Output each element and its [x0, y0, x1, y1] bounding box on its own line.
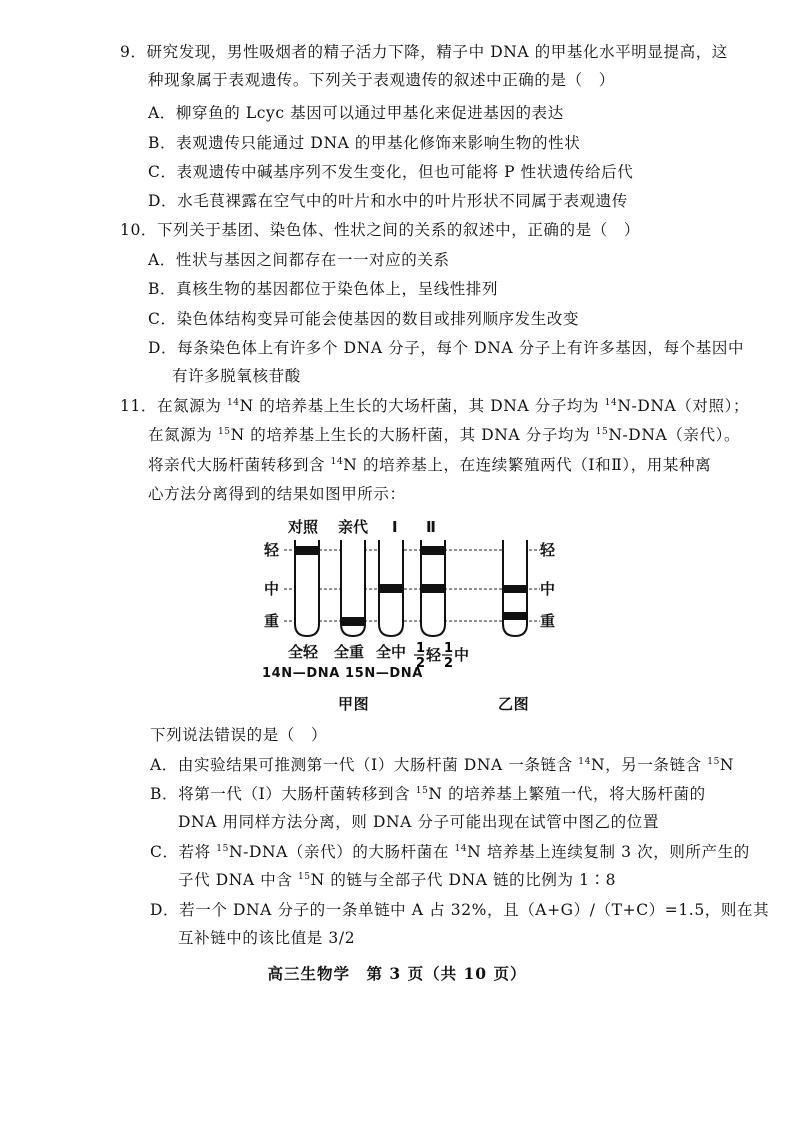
q10-option-d-line2: 有许多脱氧核苷酸	[172, 367, 301, 385]
text-run: N 的培养基上繁殖一代，将大肠杆菌的	[428, 785, 706, 803]
dna-type-labels	[262, 664, 423, 684]
caption-figure-jia: 甲图	[338, 695, 370, 713]
q11-option-b-line1	[150, 784, 706, 804]
dna-band-light	[296, 546, 318, 555]
tube-label-gen2: Ⅱ	[426, 518, 436, 536]
tube-label-parent: 亲代	[338, 518, 369, 536]
text-run: N，另一条链含	[590, 756, 708, 774]
result-all-light: 全轻	[288, 643, 319, 661]
text-run: N 的培养基上生长的大场杆菌，其 DNA 分子均为	[239, 397, 605, 415]
isotope-sup: 15	[415, 786, 429, 796]
dna-band-heavy	[342, 617, 364, 626]
dna-label-15n: 15N—DNA	[345, 666, 423, 681]
text-run: N 的培养基上生长的大肠杆菌，其 DNA 分子均为	[230, 426, 596, 444]
text-run: A．由实验结果可推测第一代（Ⅰ）大肠杆菌 DNA 一条链含	[150, 756, 579, 774]
dna-band-light	[422, 546, 444, 555]
q11-option-a	[150, 755, 734, 775]
tube-label-gen1: Ⅰ	[392, 518, 398, 536]
result-all-mid: 全中	[376, 643, 407, 661]
dna-band-mid	[380, 584, 402, 593]
text-run: N 的链与全部子代 DNA 链的比例为 1∶8	[310, 871, 617, 889]
text-run: B．将第一代（Ⅰ）大肠杆菌转移到含	[150, 785, 416, 803]
isotope-sup: 15	[595, 427, 609, 437]
text-run: 11．在氮源为	[120, 397, 227, 415]
level-label-light-right: 轻	[540, 541, 556, 559]
dna-band-yi-lower	[504, 612, 526, 620]
q11-option-d-line2: 互补链中的该比值是 3/2	[178, 929, 356, 947]
isotope-sup: 15	[707, 757, 720, 767]
q10-option-a: A．性状与基因之间都存在一一对应的关系	[148, 251, 450, 269]
isotope-sup: 15	[216, 844, 229, 854]
isotope-sup: 14	[454, 844, 468, 854]
q10-stem: 10．下列关于基团、染色体、性状之间的关系的叙述中，正确的是（ ）	[120, 221, 641, 239]
q11-question: 下列说法错误的是（ ）	[150, 726, 328, 744]
text-run: N 的培养基上，在连续繁殖两代（Ⅰ和Ⅱ），用某种离	[343, 456, 712, 474]
result-all-heavy: 全重	[334, 643, 365, 661]
q9-option-a: A．柳穿鱼的 Lcyc 基因可以通过甲基化来促进基因的表达	[148, 104, 564, 122]
q10-option-b: B．真核生物的基因都位于染色体上，呈线性排列	[148, 280, 499, 298]
level-label-mid-right: 中	[540, 580, 556, 598]
tube-label-control: 对照	[288, 518, 319, 536]
q9-option-b: B．表观遗传只能通过 DNA 的甲基化修饰来影响生物的性状	[148, 134, 581, 152]
caption-figure-yi: 乙图	[498, 695, 530, 713]
q9-option-c: C．表观遗传中碱基序列不发生变化，但也可能将 P 性状遗传给后代	[148, 163, 634, 181]
isotope-sup: 14	[226, 398, 240, 408]
q10-option-c: C．染色体结构变异可能会使基因的数目或排列顺序发生改变	[148, 310, 580, 328]
level-label-heavy-left: 重	[264, 612, 280, 630]
q11-option-d-line1: D．若一个 DNA 分子的一条单链中 A 占 32%，且（A+G）/（T+C）=1.5，则在其	[150, 901, 770, 919]
text-run: 将亲代大肠杆菌转移到含	[148, 456, 331, 474]
q9-option-d: D．水毛茛裸露在空气中的叶片和水中的叶片形状不同属于表观遗传	[148, 192, 628, 210]
half-light-label: 轻	[426, 646, 442, 664]
dna-label-14n: 14N—DNA	[262, 666, 340, 681]
fraction-denominator: 2	[416, 656, 426, 671]
text-run: 在氮源为	[148, 426, 218, 444]
q11-option-b-line2: DNA 用同样方法分离，则 DNA 分子可能出现在试管中图乙的位置	[178, 813, 659, 831]
q10-option-d-line1: D．每条染色体上有许多个 DNA 分子，每个 DNA 分子上有许多基因，每个基因中	[148, 339, 745, 357]
level-label-heavy-right: 重	[540, 612, 556, 630]
text-run: N-DNA（对照）；	[617, 397, 750, 415]
fraction-denominator: 2	[444, 656, 454, 671]
isotope-sup: 14	[604, 398, 618, 408]
isotope-sup: 15	[297, 872, 311, 882]
fraction-numerator: 1	[416, 641, 426, 656]
q11-option-c-line1	[150, 842, 750, 862]
level-label-light-left: 轻	[264, 541, 280, 559]
isotope-sup: 14	[330, 457, 344, 467]
text-run: N-DNA（亲代）。	[608, 426, 741, 444]
q9-stem-line2: 种现象属于表观遗传。下列关于表观遗传的叙述中正确的是（ ）	[148, 71, 615, 89]
text-run: C．若将	[150, 843, 217, 861]
fraction-numerator: 1	[444, 641, 454, 656]
text-run: N 培养基上连续复制 3 次，则所产生的	[467, 843, 750, 861]
half-mid-label: 中	[454, 646, 470, 664]
q9-stem-line1: 9．研究发现，男性吸烟者的精子活力下降，精子中 DNA 的甲基化水平明显提高，这	[120, 43, 728, 61]
level-label-mid-left: 中	[264, 580, 280, 598]
q11-stem-line4: 心方法分离得到的结果如图甲所示：	[148, 485, 406, 503]
isotope-sup: 14	[578, 757, 591, 767]
text-run: N-DNA（亲代）的大肠杆菌在	[228, 843, 455, 861]
isotope-sup: 15	[217, 427, 231, 437]
text-run: 子代 DNA 中含	[178, 871, 298, 889]
q11-option-c-line2	[178, 870, 616, 890]
page-footer: 高三生物学 第 3 页（共 10 页）	[267, 964, 527, 983]
text-run: N	[719, 756, 735, 774]
dna-band-yi-upper	[504, 585, 526, 593]
dna-band-mid	[422, 584, 444, 593]
